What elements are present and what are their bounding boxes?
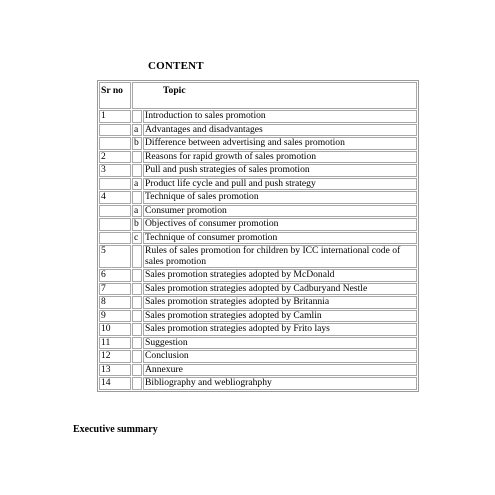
table-row xyxy=(99,110,417,123)
sub-item-cell xyxy=(132,337,142,350)
table-row xyxy=(99,350,417,363)
table-header-row xyxy=(99,82,417,109)
sr-no-cell: 6 xyxy=(99,269,131,282)
sr-no-cell: 10 xyxy=(99,323,131,336)
topic-cell: Sales promotion strategies adopted by McDonald xyxy=(143,269,417,282)
table-row xyxy=(99,323,417,336)
topic-cell: Suggestion xyxy=(143,337,417,350)
sub-item-cell xyxy=(132,310,142,323)
sr-no-cell: 7 xyxy=(99,283,131,296)
sub-item-cell xyxy=(132,323,142,336)
sr-no-cell xyxy=(99,232,131,245)
sub-item-cell xyxy=(132,296,142,309)
sr-no-cell: 5 xyxy=(99,245,131,268)
table-row xyxy=(99,364,417,377)
topic-cell: Annexure xyxy=(143,364,417,377)
table-row xyxy=(99,137,417,150)
sr-no-cell: 9 xyxy=(99,310,131,323)
topic-cell: Product life cycle and pull and push strategy xyxy=(143,178,417,191)
sub-item-cell: c xyxy=(132,232,142,245)
topic-cell: Technique of consumer promotion xyxy=(143,232,417,245)
sub-item-cell xyxy=(132,269,142,282)
topic-cell: Technique of sales promotion xyxy=(143,191,417,204)
sub-item-cell xyxy=(132,245,142,268)
topic-cell: Sales promotion strategies adopted by Britannia xyxy=(143,296,417,309)
table-body xyxy=(99,110,417,390)
executive-summary-heading: Executive summary xyxy=(73,424,158,435)
table-row xyxy=(99,191,417,204)
sr-no-cell: 2 xyxy=(99,151,131,164)
sr-no-cell: 3 xyxy=(99,164,131,177)
table-row xyxy=(99,164,417,177)
topic-cell: Advantages and disadvantages xyxy=(143,124,417,137)
table-row xyxy=(99,232,417,245)
topic-cell: Introduction to sales promotion xyxy=(143,110,417,123)
sr-no-cell: 14 xyxy=(99,377,131,390)
contents-heading: CONTENT xyxy=(148,60,204,72)
topic-cell: Reasons for rapid growth of sales promotion xyxy=(143,151,417,164)
sr-no-cell xyxy=(99,124,131,137)
table-row xyxy=(99,151,417,164)
sub-item-cell xyxy=(132,350,142,363)
topic-cell: Rules of sales promotion for children by ICC international code of sales promotion xyxy=(143,245,417,268)
sr-no-cell xyxy=(99,205,131,218)
sr-no-cell: 8 xyxy=(99,296,131,309)
topic-cell: Pull and push strategies of sales promotion xyxy=(143,164,417,177)
table-row xyxy=(99,377,417,390)
table-row xyxy=(99,205,417,218)
sub-item-cell: a xyxy=(132,124,142,137)
table-of-contents xyxy=(97,80,419,392)
sr-no-cell: 4 xyxy=(99,191,131,204)
topic-cell: Conclusion xyxy=(143,350,417,363)
topic-cell: Sales promotion strategies adopted by Frito lays xyxy=(143,323,417,336)
topic-cell: Bibliography and webliograhphy xyxy=(143,377,417,390)
topic-cell: Difference between advertising and sales promotion xyxy=(143,137,417,150)
topic-cell: Sales promotion strategies adopted by Camlin xyxy=(143,310,417,323)
topic-header: Topic xyxy=(132,82,417,109)
sub-item-cell xyxy=(132,164,142,177)
table-row xyxy=(99,296,417,309)
sr-no-cell: 11 xyxy=(99,337,131,350)
topic-cell: Objectives of consumer promotion xyxy=(143,218,417,231)
sub-item-cell xyxy=(132,110,142,123)
sr-no-cell xyxy=(99,178,131,191)
sub-item-cell: a xyxy=(132,205,142,218)
sr-no-cell: 12 xyxy=(99,350,131,363)
table-row xyxy=(99,178,417,191)
sub-item-cell xyxy=(132,283,142,296)
table-row xyxy=(99,124,417,137)
table-row xyxy=(99,310,417,323)
table-row xyxy=(99,269,417,282)
table-row xyxy=(99,245,417,268)
sr-no-cell xyxy=(99,218,131,231)
topic-cell: Consumer promotion xyxy=(143,205,417,218)
sr-no-cell xyxy=(99,137,131,150)
sub-item-cell: b xyxy=(132,137,142,150)
table-row xyxy=(99,218,417,231)
sub-item-cell xyxy=(132,151,142,164)
sr-no-header: Sr no xyxy=(99,82,131,109)
sr-no-cell: 1 xyxy=(99,110,131,123)
sr-no-cell: 13 xyxy=(99,364,131,377)
table-row xyxy=(99,337,417,350)
sub-item-cell xyxy=(132,377,142,390)
sub-item-cell: a xyxy=(132,178,142,191)
sub-item-cell xyxy=(132,191,142,204)
sub-item-cell xyxy=(132,364,142,377)
topic-cell: Sales promotion strategies adopted by Cadburyand Nestle xyxy=(143,283,417,296)
sub-item-cell: b xyxy=(132,218,142,231)
table-row xyxy=(99,283,417,296)
